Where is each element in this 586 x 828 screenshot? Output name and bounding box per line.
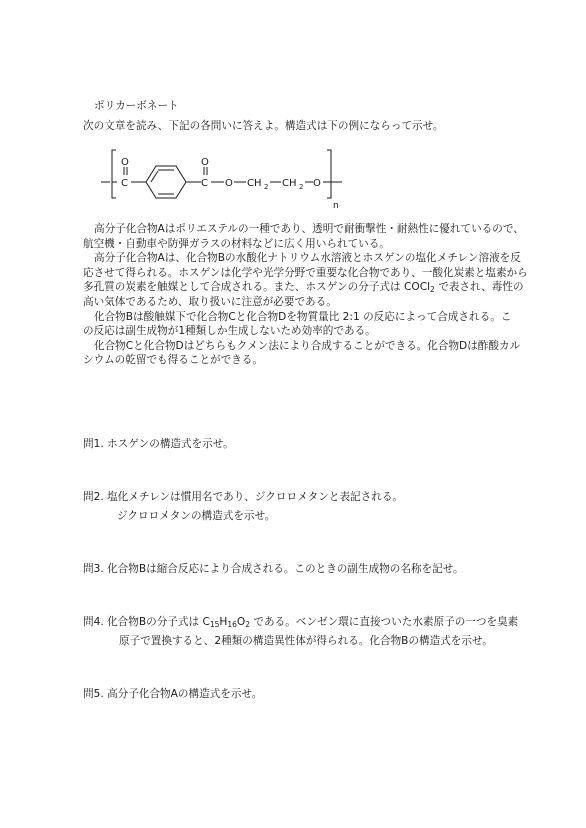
- question-2: [83, 490, 403, 523]
- right-carbonyl-carbon: C: [201, 178, 208, 189]
- right-carbonyl-oxygen: O: [201, 157, 209, 168]
- right-bracket: [327, 150, 331, 198]
- polyester-structure-diagram: [0, 142, 586, 222]
- passage-line: 応させて得られる。ホスゲンは化学や光学分野で重要な化合物であり、一酸化炭素と塩素から: [83, 266, 528, 279]
- passage-line: 化合物Bは酸触媒下で化合物Cと化合物Dを物質量比 2:1 の反応によって合成される。こ: [94, 310, 512, 323]
- question-3: 問3. 化合物Bは縮合反応により合成される。このときの副生成物の名称を記せ。: [83, 563, 464, 575]
- question-4-line-2: 原子で置換すると、2種類の構造異性体が得られる。化合物Bの構造式を示せ。: [119, 635, 493, 647]
- methylene-a-subscript: 2: [264, 183, 269, 191]
- question-4-line-1: 問4. 化合物Bの分子式は $C_{15}H_{16}O_2$ である。ベンゼン環に直接ついた水素原子の一つを臭素: [83, 616, 519, 629]
- question-5: 問5. 高分子化合物Aの構造式を示せ。: [83, 688, 263, 700]
- document-title: ポリカーボネート: [94, 100, 179, 112]
- question-1: 問1. ホスゲンの構造式を示せ。: [83, 438, 234, 450]
- passage: [83, 222, 528, 368]
- question-2-line-1: 問2. 塩化メチレンは慣用名であり、ジクロロメタンと表記される。: [83, 491, 404, 503]
- methylene-b: CH: [282, 178, 297, 189]
- benzene-ring: [146, 166, 186, 198]
- passage-line: 高分子化合物Aは、化合物Bの水酸化ナトリウム水溶液とホスゲンの塩化メチレン溶液を反: [94, 252, 521, 265]
- passage-line: 化合物Cと化合物Dはどちらもクメン法により合成することができる。化合物Dは酢酸カル: [94, 339, 521, 352]
- methylene-b-subscript: 2: [299, 183, 304, 191]
- left-carbonyl-carbon: C: [121, 178, 128, 189]
- passage-line: シウムの乾留でも得ることができる。: [83, 354, 263, 367]
- passage-line: の反応は副生成物が1種類しか生成しないため効率的である。: [83, 325, 376, 338]
- instruction-text: 次の文章を読み、下記の各問いに答えよ。構造式は下の例にならって示せ。: [83, 120, 444, 132]
- left-carbonyl-oxygen: O: [121, 157, 129, 168]
- ester-oxygen: O: [225, 178, 233, 189]
- question-4: [83, 615, 518, 648]
- methylene-a: CH: [247, 178, 262, 189]
- left-bracket: [112, 150, 116, 198]
- passage-line: 航空機・自動車や防弾ガラスの材料などに広く用いられている。: [83, 237, 390, 250]
- question-2-line-2: ジクロロメタンの構造式を示せ。: [117, 510, 276, 522]
- passage-line: 多孔質の炭素を触媒として合成される。また、ホスゲンの分子式は COCl$_2$ で表され、毒性の: [83, 281, 524, 295]
- terminal-oxygen: O: [313, 178, 321, 189]
- repeat-count-n: n: [333, 201, 339, 211]
- passage-line: 高い気体であるため、取り扱いに注意が必要である。: [83, 295, 337, 308]
- passage-line: 高分子化合物Aはポリエステルの一種であり、透明で耐衝撃性・耐熱性に優れているので、: [94, 223, 524, 235]
